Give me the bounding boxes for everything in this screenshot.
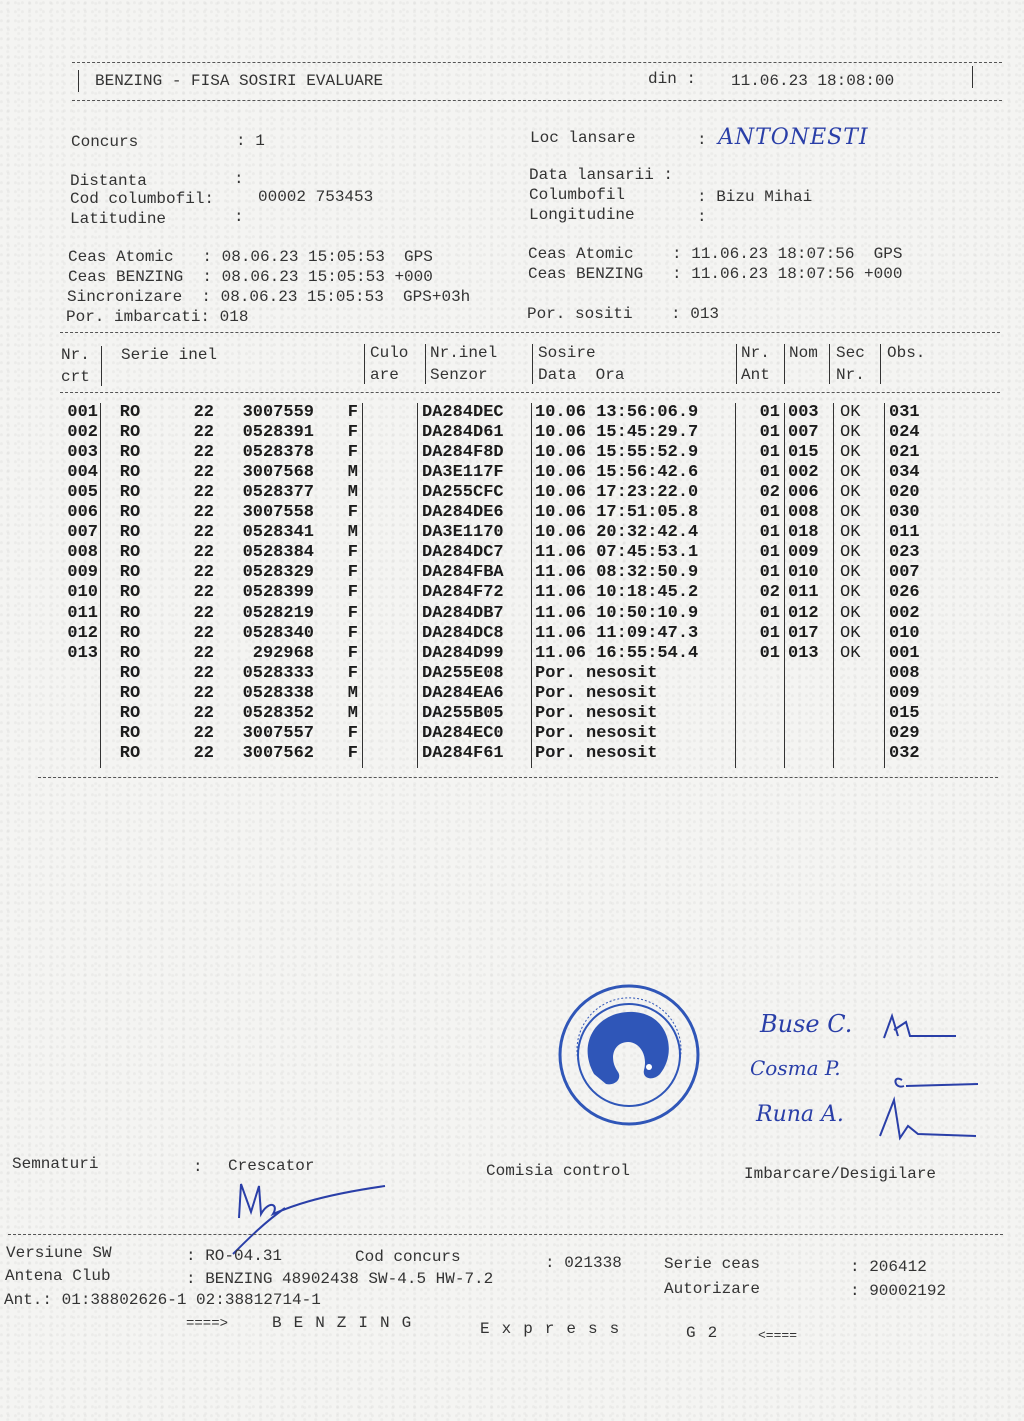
cell-year: 22 (193, 623, 214, 643)
loc-lansare-handwritten: ANTONESTI (718, 125, 869, 150)
cell-senzor: DA284F8D (422, 443, 504, 463)
cell-nom: 003 (788, 403, 819, 422)
cell-year: 22 (193, 543, 214, 563)
cell-ring: 0528399 (242, 583, 314, 603)
commission-signature-3: Runa A. (756, 1102, 844, 1127)
imbarcare-desigilare-label: Imbarcare/Desigilare (744, 1165, 937, 1183)
cell-sosire: 10.06 13:56:06.9 (535, 403, 699, 422)
cell-obs: 008 (889, 663, 920, 683)
cod-columbofil-label: Cod columbofil: (70, 190, 215, 208)
cell-sosire: 10.06 15:55:52.9 (535, 443, 699, 463)
cell-nr: 012 (67, 623, 98, 643)
col-sosire-h1: Sosire (538, 344, 596, 362)
cell-sec: OK (840, 403, 861, 422)
cell-year: 22 (193, 683, 214, 703)
cell-senzor: DA255CFC (422, 483, 504, 503)
footer-top-rule (8, 1234, 1003, 1235)
cell-ring: 0528377 (242, 483, 314, 503)
table-top-rule (60, 332, 1000, 333)
cell-nom: 017 (788, 623, 819, 643)
cell-sex: F (347, 563, 358, 583)
document-title: BENZING - FISA SOSIRI EVALUARE (95, 72, 384, 90)
cell-ant: 01 (759, 563, 780, 583)
cell-nom: 008 (788, 503, 819, 523)
versiune-sw-label: Versiune SW (6, 1244, 112, 1262)
cell-country: RO (119, 423, 141, 443)
cell-country: RO (119, 723, 141, 743)
cell-sec: OK (840, 483, 861, 503)
col-divider (784, 344, 785, 384)
cell-country: RO (119, 483, 141, 503)
cell-sec: OK (840, 523, 861, 543)
cell-sex: F (347, 643, 358, 663)
cell-nr: 005 (67, 483, 98, 503)
cell-nom: 002 (788, 463, 819, 483)
autorizare-value: : 90002192 (850, 1282, 947, 1300)
cell-country: RO (119, 543, 141, 563)
cell-sosire: 10.06 17:51:05.8 (535, 503, 699, 523)
cell-senzor: DA3E1170 (422, 523, 504, 543)
cell-sec: OK (840, 583, 861, 603)
columbofil-label: Columbofil (529, 186, 626, 204)
cell-year: 22 (193, 423, 214, 443)
cell-sex: F (347, 443, 358, 463)
col-nom: Nom (789, 344, 818, 362)
distanta-value: : (234, 170, 244, 188)
cell-senzor: DA255B05 (422, 703, 504, 723)
loc-lansare-sep: : (697, 131, 707, 149)
cell-sex: M (347, 523, 358, 543)
cell-nom: 012 (788, 603, 819, 623)
cell-year: 22 (193, 743, 214, 763)
cell-obs: 023 (889, 543, 920, 563)
cell-senzor: DA284DB7 (422, 603, 504, 623)
cell-obs: 030 (889, 503, 920, 523)
stamp-logo-eye (646, 1064, 652, 1070)
cell-sosire: 10.06 17:23:22.0 (535, 483, 699, 503)
cell-nr: 009 (67, 563, 98, 583)
col-senzor-h2: Senzor (430, 366, 488, 384)
cell-ant: 01 (759, 523, 780, 543)
stamp-logo (588, 1012, 669, 1084)
comisia-control-label: Comisia control (486, 1162, 631, 1180)
antenna-serials: Ant.: 01:38802626-1 02:38812714-1 (4, 1291, 321, 1309)
cell-sex: M (347, 703, 358, 723)
cell-senzor: DA284EA6 (422, 683, 504, 703)
cell-year: 22 (193, 503, 214, 523)
brand-arrow-left: ====> (186, 1316, 229, 1332)
header-bottom-rule (72, 100, 1002, 101)
brand-arrow-right: <==== (758, 1328, 798, 1343)
cell-ring: 0528378 (242, 443, 314, 463)
col-sec-h1: Sec (836, 344, 865, 362)
cell-obs: 021 (889, 443, 920, 463)
semnaturi-sep: : (193, 1158, 203, 1176)
ceas-benzing-start: Ceas BENZING : 08.06.23 15:05:53 +000 (68, 268, 433, 286)
cell-year: 22 (193, 603, 214, 623)
col-sosire-h2: Data Ora (538, 366, 625, 384)
cell-sec: OK (840, 463, 861, 483)
brand-name: BENZING (272, 1314, 424, 1332)
column-rule (735, 403, 736, 768)
cell-nom: 015 (788, 443, 819, 463)
issued-datetime: 11.06.23 18:08:00 (731, 72, 895, 90)
ceas-atomic-end: Ceas Atomic : 11.06.23 18:07:56 GPS (528, 245, 903, 263)
cell-nr: 004 (67, 463, 98, 483)
cell-sex: F (347, 723, 358, 743)
cell-ant: 01 (759, 643, 780, 663)
column-rule (833, 403, 834, 768)
cell-sex: F (347, 603, 358, 623)
cell-ring: 0528340 (242, 623, 314, 643)
column-rule (362, 403, 363, 768)
cell-nr: 007 (67, 523, 98, 543)
semnaturi-label: Semnaturi (12, 1155, 99, 1173)
cell-ring: 0528219 (242, 603, 314, 623)
stamp-outer-ring (560, 986, 698, 1124)
versiune-sw-value: : RO-04.31 (186, 1247, 283, 1265)
cell-senzor: DA284F72 (422, 583, 504, 603)
cell-senzor: DA284DEC (422, 403, 504, 422)
cell-ant: 01 (759, 463, 780, 483)
cell-sex: F (347, 423, 358, 443)
cell-ring: 0528384 (242, 543, 314, 563)
col-divider (829, 344, 830, 384)
cell-sosire: Por. nesosit (535, 723, 658, 743)
cell-ant: 01 (759, 443, 780, 463)
club-stamp (556, 982, 702, 1128)
cell-ring: 0528391 (242, 423, 314, 443)
header-right-bar (972, 66, 973, 88)
cell-sosire: Por. nesosit (535, 683, 658, 703)
cell-sex: F (347, 663, 358, 683)
commission-signature-2: Cosma P. (750, 1056, 841, 1080)
cell-sex: M (347, 463, 358, 483)
cell-nom: 011 (788, 583, 819, 603)
column-rule (784, 403, 785, 768)
commission-signature-1: Buse C. (760, 1010, 853, 1038)
concurs-label: Concurs (71, 133, 139, 151)
cell-country: RO (119, 463, 141, 483)
cell-nr: 006 (67, 503, 98, 523)
brand-generation: G2 (686, 1324, 730, 1342)
cell-nom: 009 (788, 543, 819, 563)
cell-senzor: DA284DE6 (422, 503, 504, 523)
ceas-atomic-start: Ceas Atomic : 08.06.23 15:05:53 GPS (68, 248, 433, 266)
cell-ring: 3007568 (242, 463, 314, 483)
cell-sex: F (347, 583, 358, 603)
cell-country: RO (119, 403, 141, 422)
loc-lansare-label: Loc lansare (530, 129, 636, 147)
col-culoare-h2: are (370, 366, 399, 384)
cell-obs: 032 (889, 743, 920, 763)
cell-senzor: DA284DC7 (422, 543, 504, 563)
column-rule (417, 403, 418, 768)
cell-year: 22 (193, 523, 214, 543)
cell-senzor: DA284FBA (422, 563, 504, 583)
cell-senzor: DA284F61 (422, 743, 504, 763)
signature-scribble-2 (890, 1064, 980, 1094)
col-ant-h1: Nr. (741, 344, 770, 362)
cell-ring: 0528341 (242, 523, 314, 543)
cell-obs: 001 (889, 643, 920, 663)
cell-ant: 02 (759, 583, 780, 603)
cell-sec: OK (840, 623, 861, 643)
cell-nr: 001 (67, 403, 98, 422)
cell-sosire: Por. nesosit (535, 743, 658, 763)
cell-sec: OK (840, 563, 861, 583)
cell-senzor: DA255E08 (422, 663, 504, 683)
issued-label: din : (648, 70, 697, 88)
cell-obs: 015 (889, 703, 920, 723)
col-divider (364, 344, 365, 384)
cell-year: 22 (193, 403, 214, 422)
cell-sosire: 11.06 08:32:50.9 (535, 563, 699, 583)
cell-obs: 010 (889, 623, 920, 643)
ceas-benzing-end: Ceas BENZING : 11.06.23 18:07:56 +000 (528, 265, 903, 283)
table-header-rule (60, 392, 1000, 393)
cell-sosire: Por. nesosit (535, 703, 658, 723)
cell-year: 22 (193, 703, 214, 723)
header-left-bar (78, 70, 79, 92)
cell-sosire: 11.06 11:09:47.3 (535, 623, 699, 643)
cell-country: RO (119, 643, 141, 663)
cell-nr: 010 (67, 583, 98, 603)
cell-obs: 026 (889, 583, 920, 603)
cell-ring: 0528352 (242, 703, 314, 723)
cell-year: 22 (193, 563, 214, 583)
cod-concurs-value: : 021338 (545, 1254, 622, 1272)
col-senzor-h1: Nr.inel (430, 344, 498, 362)
cell-year: 22 (193, 443, 214, 463)
cell-nr: 011 (67, 603, 98, 623)
cell-sosire: 10.06 20:32:42.4 (535, 523, 699, 543)
cell-sosire: 11.06 16:55:54.4 (535, 643, 699, 663)
col-divider (532, 344, 533, 384)
cell-ring: 3007559 (242, 403, 314, 422)
longitudine-label: Longitudine (529, 206, 635, 224)
latitudine-value: : (234, 208, 244, 226)
cell-ring: 0528333 (242, 663, 314, 683)
cell-year: 22 (193, 723, 214, 743)
serie-ceas-label: Serie ceas (664, 1255, 761, 1273)
cell-sosire: 11.06 07:45:53.1 (535, 543, 699, 563)
signature-scribble-1 (880, 1012, 960, 1044)
col-sec-h2: Nr. (836, 366, 865, 384)
signature-scribble-3 (878, 1096, 978, 1146)
crescator-label: Crescator (228, 1157, 315, 1175)
cell-ant: 01 (759, 543, 780, 563)
cell-senzor: DA284D61 (422, 423, 504, 443)
col-serie-inel: Serie inel (121, 346, 218, 364)
cell-obs: 007 (889, 563, 920, 583)
cell-year: 22 (193, 483, 214, 503)
concurs-value: : 1 (236, 132, 265, 150)
cell-sex: M (347, 483, 358, 503)
cell-sosire: Por. nesosit (535, 663, 658, 683)
porumbei-sositi: Por. sositi : 013 (527, 305, 720, 323)
col-culoare-h1: Culo (370, 344, 409, 362)
cell-sex: F (347, 503, 358, 523)
cell-nr: 008 (67, 543, 98, 563)
cell-nom: 010 (788, 563, 819, 583)
cell-nr: 002 (67, 423, 98, 443)
col-divider (880, 344, 881, 384)
col-divider (101, 346, 102, 386)
column-rule (531, 403, 532, 768)
col-nr-h1: Nr. (61, 346, 90, 364)
cell-ant: 01 (759, 623, 780, 643)
cell-ant: 01 (759, 603, 780, 623)
cell-senzor: DA3E117F (422, 463, 504, 483)
cell-ring: 3007557 (242, 723, 314, 743)
cell-ring: 292968 (252, 643, 314, 663)
cell-sec: OK (840, 503, 861, 523)
col-ant-h2: Ant (741, 366, 770, 384)
autorizare-label: Autorizare (664, 1280, 761, 1298)
cell-obs: 020 (889, 483, 920, 503)
porumbei-imbarcati: Por. imbarcati: 018 (66, 308, 249, 326)
cell-country: RO (119, 583, 141, 603)
brand-model: Express (480, 1320, 632, 1338)
cell-ant: 02 (759, 483, 780, 503)
cell-obs: 024 (889, 423, 920, 443)
col-divider (736, 344, 737, 384)
cell-obs: 031 (889, 403, 920, 422)
cell-year: 22 (193, 643, 214, 663)
distanta-label: Distanta (70, 172, 147, 190)
cell-obs: 034 (889, 463, 920, 483)
cell-senzor: DA284D99 (422, 643, 504, 663)
cell-country: RO (119, 523, 141, 543)
cell-sec: OK (840, 443, 861, 463)
serie-ceas-value: : 206412 (850, 1258, 927, 1276)
cell-year: 22 (193, 463, 214, 483)
cell-country: RO (119, 563, 141, 583)
cell-sec: OK (840, 643, 861, 663)
breeder-signature (225, 1178, 395, 1258)
col-divider (425, 344, 426, 384)
cell-country: RO (119, 623, 141, 643)
antena-club-label: Antena Club (5, 1267, 111, 1285)
cell-sex: F (347, 543, 358, 563)
cell-sosire: 10.06 15:45:29.7 (535, 423, 699, 443)
cell-country: RO (119, 443, 141, 463)
cell-sec: OK (840, 603, 861, 623)
cell-obs: 002 (889, 603, 920, 623)
cell-ring: 3007558 (242, 503, 314, 523)
cell-ant: 01 (759, 423, 780, 443)
cell-nom: 007 (788, 423, 819, 443)
cell-country: RO (119, 703, 141, 723)
column-rule (100, 403, 101, 768)
cell-nr: 013 (67, 643, 98, 663)
cell-nom: 013 (788, 643, 819, 663)
cell-obs: 011 (889, 523, 920, 543)
column-rule (884, 403, 885, 768)
cell-sosire: 10.06 15:56:42.6 (535, 463, 699, 483)
cell-country: RO (119, 603, 141, 623)
latitudine-label: Latitudine (70, 210, 167, 228)
cell-senzor: DA284EC0 (422, 723, 504, 743)
cod-concurs-label: Cod concurs (355, 1248, 461, 1266)
cell-nom: 018 (788, 523, 819, 543)
cell-ant: 01 (759, 503, 780, 523)
cell-country: RO (119, 503, 141, 523)
antena-club-value: : BENZING 48902438 SW-4.5 HW-7.2 (186, 1270, 494, 1288)
cell-sosire: 11.06 10:50:10.9 (535, 603, 699, 623)
cell-senzor: DA284DC8 (422, 623, 504, 643)
cell-sex: M (347, 683, 358, 703)
cell-year: 22 (193, 663, 214, 683)
cell-ring: 0528329 (242, 563, 314, 583)
cell-ant: 01 (759, 403, 780, 422)
columbofil-value: : Bizu Mihai (697, 188, 813, 206)
cell-sex: F (347, 623, 358, 643)
cell-nr: 003 (67, 443, 98, 463)
cod-columbofil-value: 00002 753453 (258, 188, 374, 206)
cell-obs: 009 (889, 683, 920, 703)
header-top-rule (72, 62, 1002, 63)
cell-obs: 029 (889, 723, 920, 743)
cell-sosire: 11.06 10:18:45.2 (535, 583, 699, 603)
cell-sex: F (347, 403, 358, 422)
table-bottom-rule (38, 777, 998, 778)
cell-year: 22 (193, 583, 214, 603)
cell-country: RO (119, 663, 141, 683)
cell-sec: OK (840, 543, 861, 563)
longitudine-value: : (697, 208, 707, 226)
cell-sec: OK (840, 423, 861, 443)
col-nr-h2: crt (61, 368, 90, 386)
cell-nom: 006 (788, 483, 819, 503)
col-obs: Obs. (887, 344, 926, 362)
cell-sex: F (347, 743, 358, 763)
cell-country: RO (119, 683, 141, 703)
cell-country: RO (119, 743, 141, 763)
sincronizare: Sincronizare : 08.06.23 15:05:53 GPS+03h (67, 288, 471, 306)
cell-ring: 0528338 (242, 683, 314, 703)
cell-ring: 3007562 (242, 743, 314, 763)
data-lansarii-label: Data lansarii : (529, 166, 674, 184)
